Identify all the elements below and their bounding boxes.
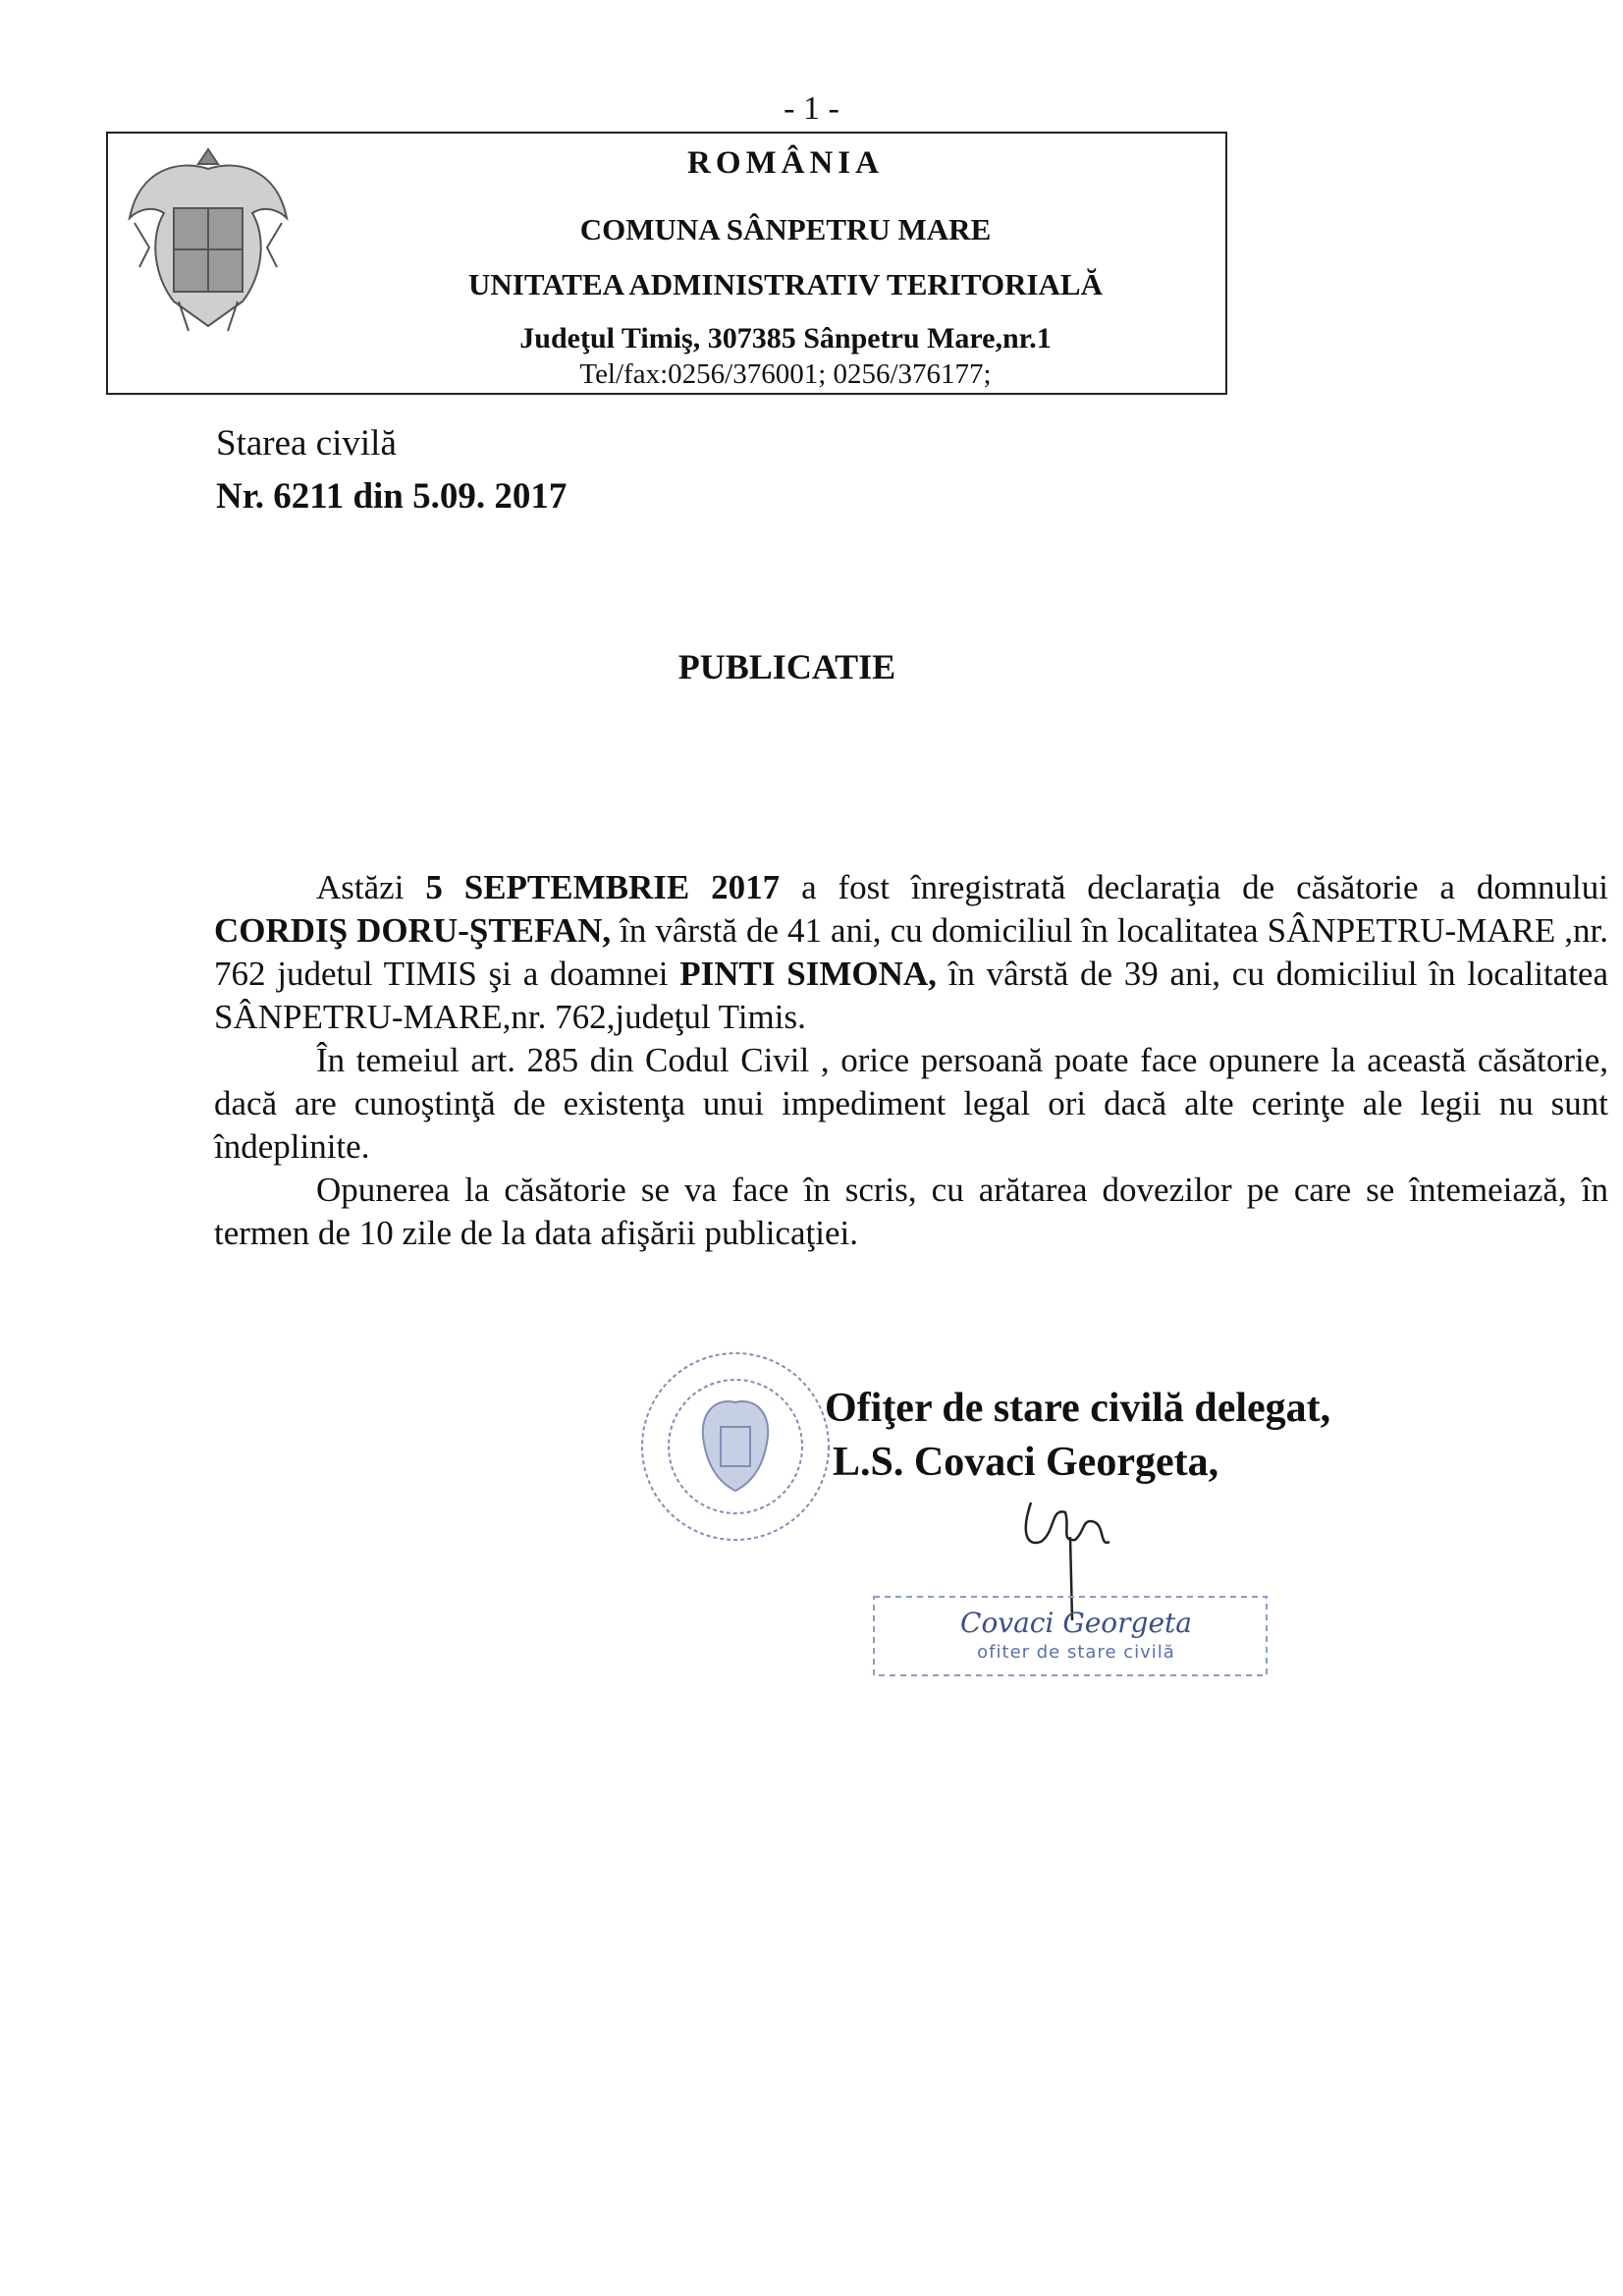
signatory-title: Ofiţer de stare civilă delegat, bbox=[825, 1386, 1331, 1431]
registration-number: Nr. 6211 din 5.09. 2017 bbox=[216, 476, 568, 517]
document-body bbox=[214, 866, 1608, 1255]
paragraph-opposition: Opunerea la căsătorie se va face în scris, cu arătarea dovezilor pe care se întemeiază, în termen de 10 zile de la data afişării publicaţiei. bbox=[214, 1171, 1608, 1252]
letterhead-address: Judeţul Timiş, 307385 Sânpetru Mare,nr.1 bbox=[519, 322, 1052, 355]
stamp-name: Covaci Georgeta bbox=[960, 1607, 1192, 1639]
name-stamp bbox=[870, 1591, 1272, 1681]
paragraph-legal-basis: În temeiul art. 285 din Codul Civil , orice persoană poate face opunere la această căsătorie, dacă are cunoştinţă de existenţa unui impediment legal ori dacă alte cerinţe ale legii nu sunt îndeplinite. bbox=[214, 1041, 1608, 1166]
bride-name: PINTI SIMONA, bbox=[679, 955, 937, 993]
text-span: Astăzi bbox=[316, 868, 426, 906]
document-title: PUBLICATIE bbox=[677, 647, 896, 686]
stamp-role: ofiter de stare civilă bbox=[977, 1642, 1175, 1663]
letterhead-country: ROMÂNIA bbox=[687, 145, 884, 181]
signatory-name: L.S. Covaci Georgeta, bbox=[833, 1440, 1219, 1485]
letterhead-unit: UNITATEA ADMINISTRATIV TERITORIALĂ bbox=[467, 267, 1103, 301]
groom-name: CORDIŞ DORU-ŞTEFAN, bbox=[214, 911, 612, 950]
official-seal-icon bbox=[632, 1343, 839, 1550]
department-label: Starea civilă bbox=[216, 423, 397, 464]
letterhead-phone: Tel/fax:0256/376001; 0256/376177; bbox=[579, 358, 992, 390]
page-number: - 1 - bbox=[784, 90, 839, 127]
text-span: a fost înregistrată declaraţia de căsătorie a domnului bbox=[780, 868, 1609, 906]
declaration-date: 5 SEPTEMBRIE 2017 bbox=[425, 868, 781, 906]
paragraph-declaration bbox=[214, 866, 1608, 1039]
text-span: în vârstă de 39 ani, cu domiciliul în localitatea SÂNPETRU-MARE,nr. 762,judeţul Timis. bbox=[214, 955, 1609, 1036]
text-span: în vârstă de 41 ani, cu domiciliul în localitatea SÂNPETRU-MARE ,nr. 762 judetul TIMIS şi a doamnei bbox=[214, 911, 1608, 993]
letterhead-commune: COMUNA SÂNPETRU MARE bbox=[579, 212, 992, 246]
